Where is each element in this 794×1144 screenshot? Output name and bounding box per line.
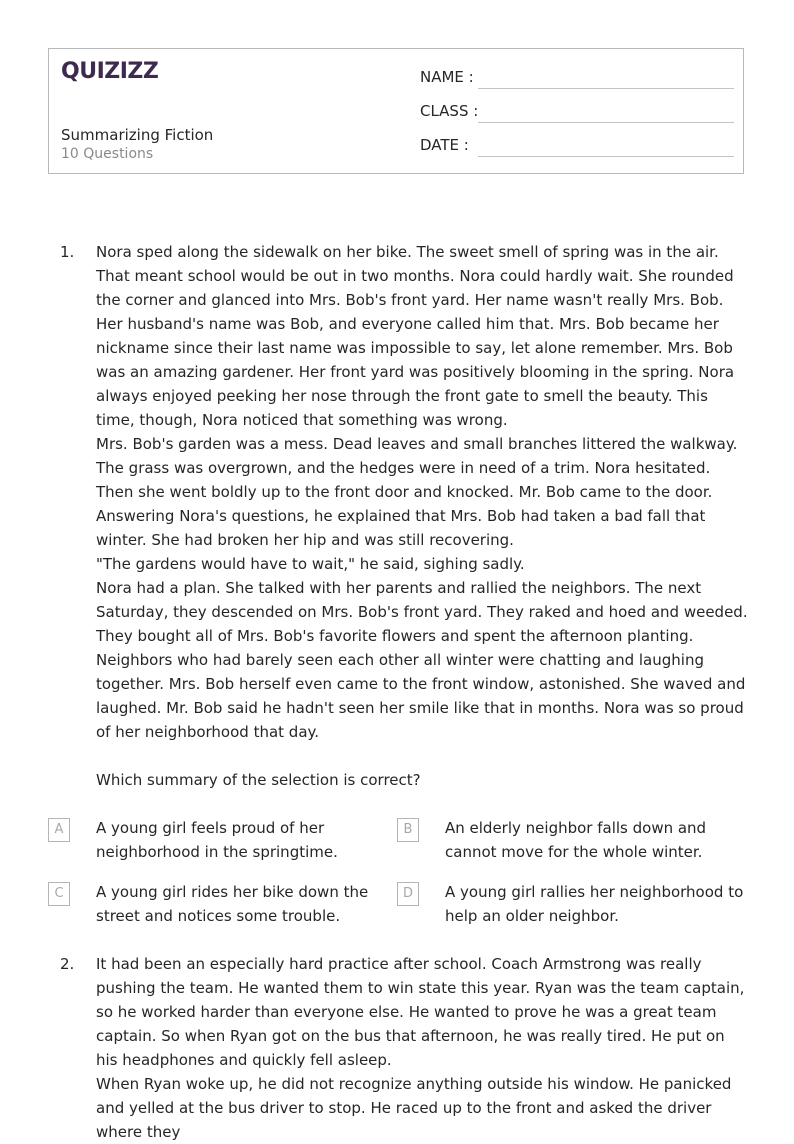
passage-paragraph: Nora had a plan. She talked with her parents and rallied the neighbors. The next Saturday, they descended on Mrs. Bob's front yard. They raked and hoed and weeded. They bought all of Mrs. Bob's favorite flowers and spent the afternoon planting. Neighbors who had barely seen each other all winter were chatting and laughing together. Mrs. Bob herself even came to the front window, astonished. She waved and laughed. Mr. Bob said he hadn't seen her smile like that in months. Nora was so proud of her neighborhood that day. [96, 579, 748, 741]
name-label: NAME : [420, 68, 474, 86]
option-text: A young girl rallies her neighborhood to help an older neighbor. [445, 883, 744, 925]
date-field[interactable] [420, 136, 734, 158]
name-field[interactable] [420, 68, 734, 90]
class-field[interactable] [420, 102, 734, 124]
option-text: An elderly neighbor falls down and cannot move for the whole winter. [445, 819, 707, 861]
quiz-title: Summarizing Fiction [61, 126, 214, 144]
passage-paragraph: Mrs. Bob's garden was a mess. Dead leaves and small branches littered the walkway. The grass was overgrown, and the hedges were in need of a trim. Nora hesitated. Then she went boldly up to the front door and knocked. Mr. Bob came to the door. Answering Nora's questions, he explained that Mrs. Bob had taken a bad fall that winter. She had broken her hip and was still recovering. [96, 435, 738, 549]
question-number: 1. [60, 243, 75, 261]
passage-paragraph: Nora sped along the sidewalk on her bike. The sweet smell of spring was in the air. That meant school would be out in two months. Nora could hardly wait. She rounded the corner and glanced into Mrs. Bob's front yard. Her name wasn't really Mrs. Bob. Her husband's name was Bob, and everyone called him that. Mrs. Bob became her nickname since their last name was impossible to say, let alone remember. Mrs. Bob was an amazing gardener. Her front yard was positively blooming in the spring. Nora always enjoyed peeking her nose through the front gate to smell the beauty. This time, though, Nora noticed that something was wrong. [96, 243, 735, 429]
question-passage [96, 952, 748, 1144]
answer-option-a[interactable] [54, 816, 396, 864]
passage-paragraph: When Ryan woke up, he did not recognize anything outside his window. He panicked and yelled at the bus driver to stop. He raced up to the front and asked the driver where they [96, 1075, 732, 1141]
option-text: A young girl feels proud of her neighborhood in the springtime. [96, 819, 338, 861]
question-count: 10 Questions [61, 146, 154, 162]
class-label: CLASS : [420, 102, 479, 120]
option-text: A young girl rides her bike down the street and notices some trouble. [96, 883, 369, 925]
option-letter-box[interactable]: B [397, 818, 419, 842]
answer-option-b[interactable] [403, 816, 745, 864]
class-line[interactable] [478, 122, 734, 123]
passage-paragraph: It had been an especially hard practice after school. Coach Armstrong was really pushing the team. He wanted them to win state this year. Ryan was the team captain, so he worked harder than everyone else. He wanted to prove he was a great team captain. So when Ryan got on the bus that afternoon, he was really tired. He put on his headphones and quickly fell asleep. [96, 955, 745, 1069]
option-letter-box[interactable]: D [397, 882, 419, 906]
option-letter-box[interactable]: A [48, 818, 70, 842]
question-prompt: Which summary of the selection is correct? [96, 771, 421, 789]
question-passage [96, 240, 748, 792]
worksheet-header [48, 48, 744, 174]
date-line[interactable] [478, 156, 734, 157]
option-letter-box[interactable]: C [48, 882, 70, 906]
date-label: DATE : [420, 136, 469, 154]
quizizz-logo: QUIZIZZ [61, 59, 159, 84]
passage-paragraph: "The gardens would have to wait," he said, sighing sadly. [96, 555, 525, 573]
answer-option-c[interactable] [54, 880, 396, 928]
answer-option-d[interactable] [402, 880, 745, 928]
name-line[interactable] [478, 88, 734, 89]
question-number: 2. [60, 955, 75, 973]
